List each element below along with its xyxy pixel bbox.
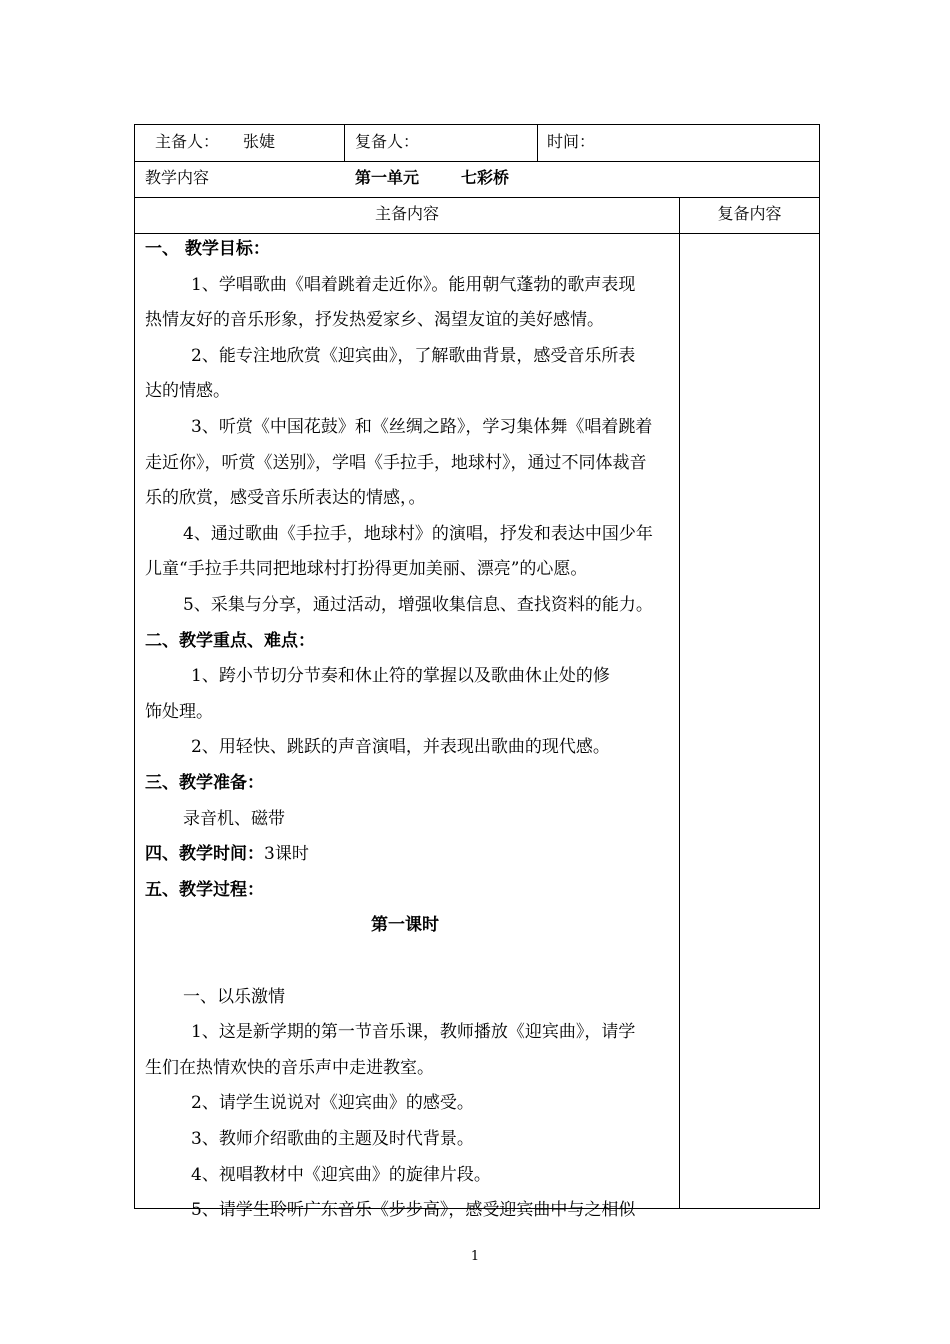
body-line xyxy=(191,736,610,758)
line-text: 四、教学时间： xyxy=(145,844,264,865)
line-text: 5、请学生聆听广东音乐《步步高》，感受迎宾曲中与之相似 xyxy=(191,1200,636,1221)
line-text: 热情友好的音乐形象，抒发热爱家乡、渴望友谊的美好感情。 xyxy=(145,310,604,331)
line-text: 4、视唱教材中《迎宾曲》的旋律片段。 xyxy=(191,1164,491,1185)
col-divider xyxy=(679,197,680,1208)
line-text: 1、学唱歌曲《唱着跳着走近你》。能用朝气蓬勃的歌声表现 xyxy=(191,274,636,295)
line-text: 1、这是新学期的第一节音乐课，教师播放《迎宾曲》，请学 xyxy=(191,1022,636,1043)
body-line xyxy=(145,487,426,509)
line-text: 五、教学过程： xyxy=(145,879,264,900)
body-line xyxy=(145,452,647,474)
body-line xyxy=(183,523,653,545)
section-heading xyxy=(145,630,315,652)
body-line xyxy=(191,1164,491,1186)
line-text: 走近你》，听赏《送别》，学唱《手拉手，地球村》，通过不同体裁音 xyxy=(145,452,647,473)
section-heading xyxy=(371,914,439,936)
secondary-column-header: 复备内容 xyxy=(717,204,782,223)
content-label: 教学内容 xyxy=(145,168,210,187)
body-line xyxy=(145,380,230,402)
line-text: 一、以乐激情 xyxy=(183,986,285,1007)
unit-label: 第一单元 xyxy=(355,168,420,187)
main-column-header: 主备内容 xyxy=(374,204,439,223)
line-suffix: 3课时 xyxy=(264,844,309,865)
body-line xyxy=(191,1021,635,1043)
line-text: 第一课时 xyxy=(371,915,439,936)
line-text: 1、跨小节切分节奏和休止符的掌握以及歌曲休止处的修 xyxy=(191,666,610,687)
line-text: 乐的欣赏，感受音乐所表达的情感，。 xyxy=(145,488,426,509)
time-label: 时间： xyxy=(547,132,596,151)
lesson-plan-table xyxy=(134,124,820,1221)
section-heading xyxy=(145,238,270,260)
line-text: 一、 教学目标： xyxy=(145,239,270,259)
line-text: 5、采集与分享，通过活动，增强收集信息、查找资料的能力。 xyxy=(183,595,653,615)
col-divider xyxy=(537,125,538,161)
row-divider xyxy=(135,161,819,162)
body-line xyxy=(191,416,652,438)
line-text: 2、能专注地欣赏《迎宾曲》，了解歌曲背景，感受音乐所表 xyxy=(191,345,636,366)
body-line xyxy=(191,665,610,687)
preparer-label: 主备人： xyxy=(155,132,220,151)
line-text: 3、教师介绍歌曲的主题及时代背景。 xyxy=(191,1129,474,1149)
line-text: 饰处理。 xyxy=(145,701,213,722)
row-divider xyxy=(135,197,819,198)
section-heading xyxy=(145,879,264,901)
page-number: 1 xyxy=(470,1249,480,1264)
unit-title: 七彩桥 xyxy=(461,168,510,187)
body-line xyxy=(145,309,604,331)
body-line xyxy=(191,1128,474,1150)
line-text: 4、通过歌曲《手拉手，地球村》的演唱，抒发和表达中国少年 xyxy=(183,523,653,544)
body-line xyxy=(191,274,635,296)
line-text: 2、用轻快、跳跃的声音演唱，并表现出歌曲的现代感。 xyxy=(191,737,610,758)
line-text: 达的情感。 xyxy=(145,381,230,402)
line-text: 儿童“手拉手共同把地球村打扮得更加美丽、漂亮”的心愿。 xyxy=(145,559,588,580)
body-line xyxy=(145,1057,434,1079)
body-line xyxy=(183,808,285,830)
body-line xyxy=(145,701,213,723)
line-text: 三、教学准备： xyxy=(145,773,264,793)
section-heading xyxy=(145,843,309,865)
body-line xyxy=(183,986,285,1008)
line-text: 3、听赏《中国花鼓》和《丝绸之路》，学习集体舞《唱着跳着 xyxy=(191,417,653,437)
body-line xyxy=(191,1092,474,1114)
line-text: 生们在热情欢快的音乐声中走进教室。 xyxy=(145,1057,434,1078)
body-line xyxy=(191,1199,635,1221)
row-divider xyxy=(135,233,819,234)
body-line xyxy=(145,558,587,580)
col-divider xyxy=(344,125,345,161)
reviewer-label: 复备人： xyxy=(355,132,420,151)
body-line xyxy=(191,345,635,367)
preparer-name: 张婕 xyxy=(243,132,276,151)
line-text: 录音机、磁带 xyxy=(183,808,285,829)
body-line xyxy=(183,594,653,616)
line-text: 二、教学重点、难点： xyxy=(145,630,315,651)
line-text: 2、请学生说说对《迎宾曲》的感受。 xyxy=(191,1093,474,1114)
section-heading xyxy=(145,772,264,794)
